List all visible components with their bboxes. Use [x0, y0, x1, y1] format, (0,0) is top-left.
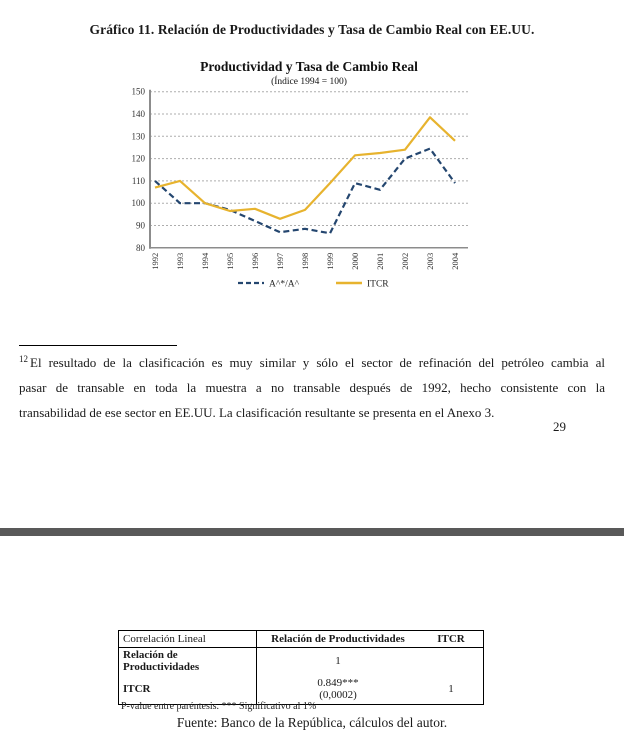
x-axis-tick-label: 1995	[225, 252, 235, 270]
x-axis-tick-label: 1999	[325, 252, 335, 270]
footnote-line-3: transabilidad de ese sector en EE.UU. La clasificación resultante se presenta en el Anexo 3.	[19, 405, 495, 420]
footnote-marker: 12	[19, 353, 28, 364]
x-axis-tick-label: 2000	[350, 252, 360, 270]
cell-value	[419, 648, 484, 675]
row-label: Relación de Productividades	[119, 648, 257, 675]
legend-label-itcr: ITCR	[367, 279, 389, 290]
table-row	[119, 674, 484, 704]
series-productivity-ratio	[155, 149, 455, 234]
x-axis-tick-label: 1994	[200, 252, 210, 270]
y-axis-tick-label: 90	[136, 220, 145, 231]
y-axis-tick-label: 130	[131, 131, 145, 142]
header-relacion-productividades: Relación de Productividades	[271, 633, 405, 645]
figure-title: Gráfico 11. Relación de Productividades y Tasa de Cambio Real con EE.UU.	[89, 22, 535, 37]
y-axis-tick-label: 80	[136, 242, 145, 253]
x-axis-tick-label: 1997	[275, 252, 285, 270]
footnote-text-1: El resultado de la clasificación es muy similar y sólo el sector de refinación del petróleo cambia al	[30, 355, 605, 370]
chart-title: Productividad y Tasa de Cambio Real	[200, 59, 418, 74]
footnote	[19, 350, 605, 425]
x-axis-tick-label: 1992	[150, 252, 160, 270]
page-break-divider	[0, 528, 624, 536]
x-axis-tick-label: 1998	[300, 252, 310, 270]
correlation-pvalue: (0,0002)	[319, 688, 357, 701]
x-axis-tick-label: 2001	[375, 252, 385, 270]
productivity-itcr-chart	[112, 55, 512, 310]
source-caption: Fuente: Banco de la República, cálculos del autor.	[176, 715, 448, 730]
line-chart-canvas	[112, 55, 512, 310]
table-row	[119, 648, 484, 675]
chart-subtitle: (Índice 1994 = 100)	[271, 77, 347, 87]
footnote-separator	[19, 345, 177, 346]
correlation-table	[118, 630, 484, 705]
header-correlacion-lineal: Correlación Lineal	[119, 631, 257, 648]
y-axis-tick-label: 100	[131, 198, 145, 209]
x-axis-tick-label: 2002	[400, 252, 410, 270]
y-axis-tick-label: 150	[131, 86, 145, 97]
cell-value	[257, 674, 420, 704]
legend-label-productivity-ratio: A^*/A^	[269, 279, 300, 290]
row-label: ITCR	[119, 674, 257, 704]
y-axis-tick-label: 110	[131, 175, 145, 186]
cell-value: 1	[335, 655, 341, 667]
page-number: 29	[553, 419, 566, 434]
x-axis-tick-label: 1996	[250, 252, 260, 270]
footnote-line-2: pasar de transable en toda la muestra a no transable después de 1992, hecho consistente con la	[19, 380, 605, 395]
y-axis-tick-label: 140	[131, 109, 145, 119]
correlation-value: 0.849***	[317, 676, 359, 689]
header-itcr: ITCR	[437, 633, 465, 645]
table-note: P-value entre paréntesis. *** Significativo al 1%	[121, 701, 317, 712]
table-header-row	[119, 631, 484, 648]
x-axis-tick-label: 2004	[450, 252, 460, 270]
y-axis-tick-label: 120	[131, 153, 145, 164]
cell-value: 1	[448, 682, 454, 695]
x-axis-tick-label: 2003	[425, 252, 435, 270]
x-axis-tick-label: 1993	[175, 252, 185, 270]
footnote-line-1	[19, 350, 605, 375]
